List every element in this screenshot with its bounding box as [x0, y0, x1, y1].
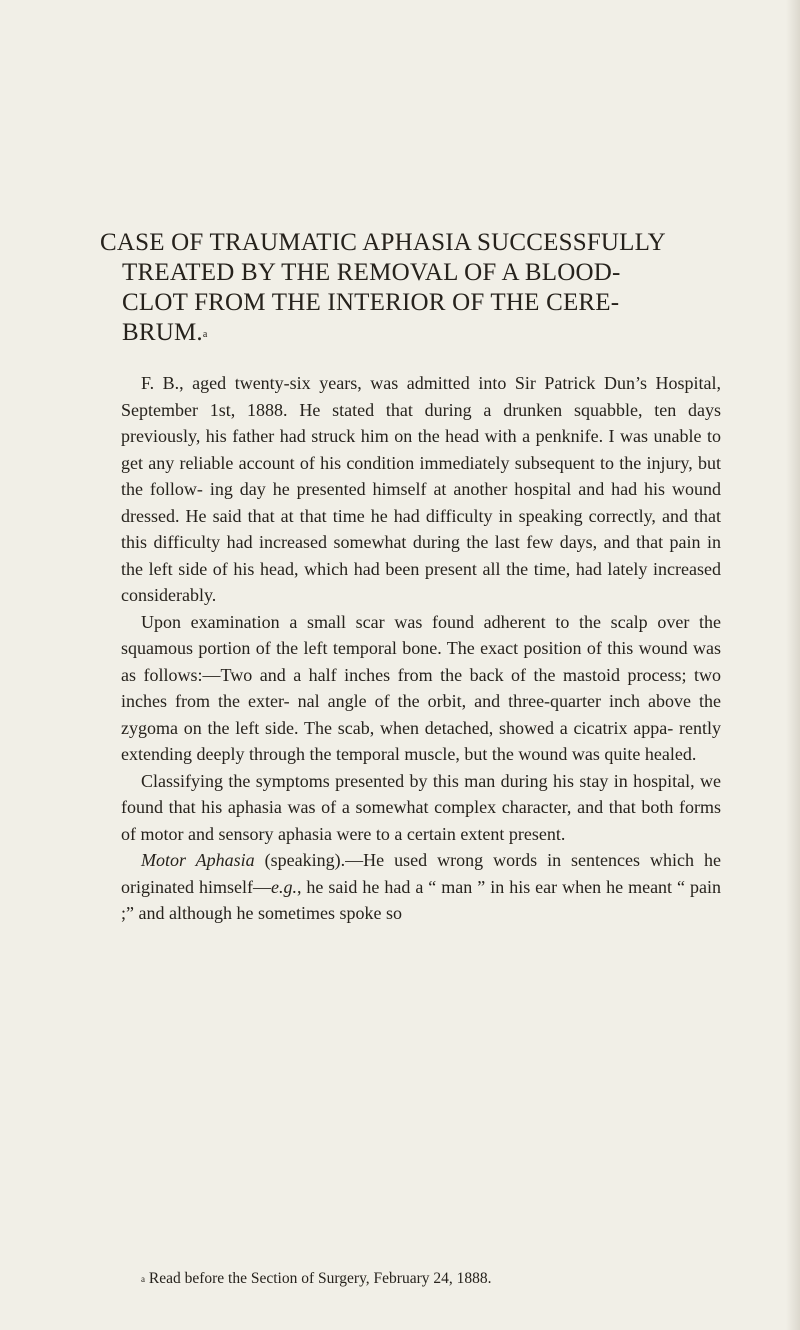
paragraph-examination: Upon examination a small scar was found adherent to the scalp over the squamous portion of the left temporal bone. The exact position of this wound was as follows:—Two and a half inches from the back of the mastoid process; two inches from the exter- nal angle of the orbit, and three-quarter inch above the zygoma on the left side. The scab, when detached, showed a cicatrix appa- rently extending deeply through the temporal muscle, but the wound was quite healed.: [121, 611, 721, 764]
article-body: [121, 370, 721, 927]
footnote-mark: a: [141, 1274, 145, 1284]
title-line-1: CASE OF TRAUMATIC APHASIA SUCCESSFULLY: [100, 229, 666, 256]
title-line-2: TREATED BY THE REMOVAL OF A BLOOD-: [122, 259, 621, 286]
motor-aphasia-text-2: , he said he had a “ man ” in his ear when he meant “ pain ;” and although he sometimes spoke so: [121, 876, 721, 923]
footnote-text: Read before the Section of Surgery, February 24, 1888.: [145, 1270, 492, 1287]
motor-aphasia-heading: Motor Aphasia: [141, 850, 255, 870]
page-edge-shadow: [786, 0, 800, 1330]
title-line-4: [100, 318, 720, 348]
paragraph-classification: Classifying the symptoms presented by this man during his stay in hospital, we found that his aphasia was of a somewhat complex character, and that both forms of motor and sensory aphasia were to a certain extent present.: [121, 770, 721, 844]
paragraph-motor-aphasia: [121, 847, 721, 927]
title-line-4-text: BRUM.: [122, 319, 203, 346]
title-line-3: CLOT FROM THE INTERIOR OF THE CERE-: [122, 289, 620, 316]
title-footnote-mark: a: [202, 329, 208, 340]
paragraph-case-history: F. B., aged twenty-six years, was admitted into Sir Patrick Dun’s Hospital, September 1st, 1888. He stated that during a drunken squabble, ten days previously, his father had struck him on the head with a penknife. I was unable to get any reliable account of his condition immediately subsequent to the injury, but the follow- ing day he presented himself at another hospital and had his wound dressed. He said that at that time he had difficulty in speaking correctly, and that this difficulty had increased somewhat during the last few days, and that pain in the left side of his head, which had been present all the time, had lately increased considerably.: [121, 373, 721, 605]
article-title: [100, 228, 720, 348]
motor-aphasia-text-1: (speaking).—He used wrong words in sentences which he originated himself—: [121, 850, 721, 897]
motor-aphasia-eg: e.g.: [270, 876, 297, 897]
footnote: [141, 1269, 721, 1289]
